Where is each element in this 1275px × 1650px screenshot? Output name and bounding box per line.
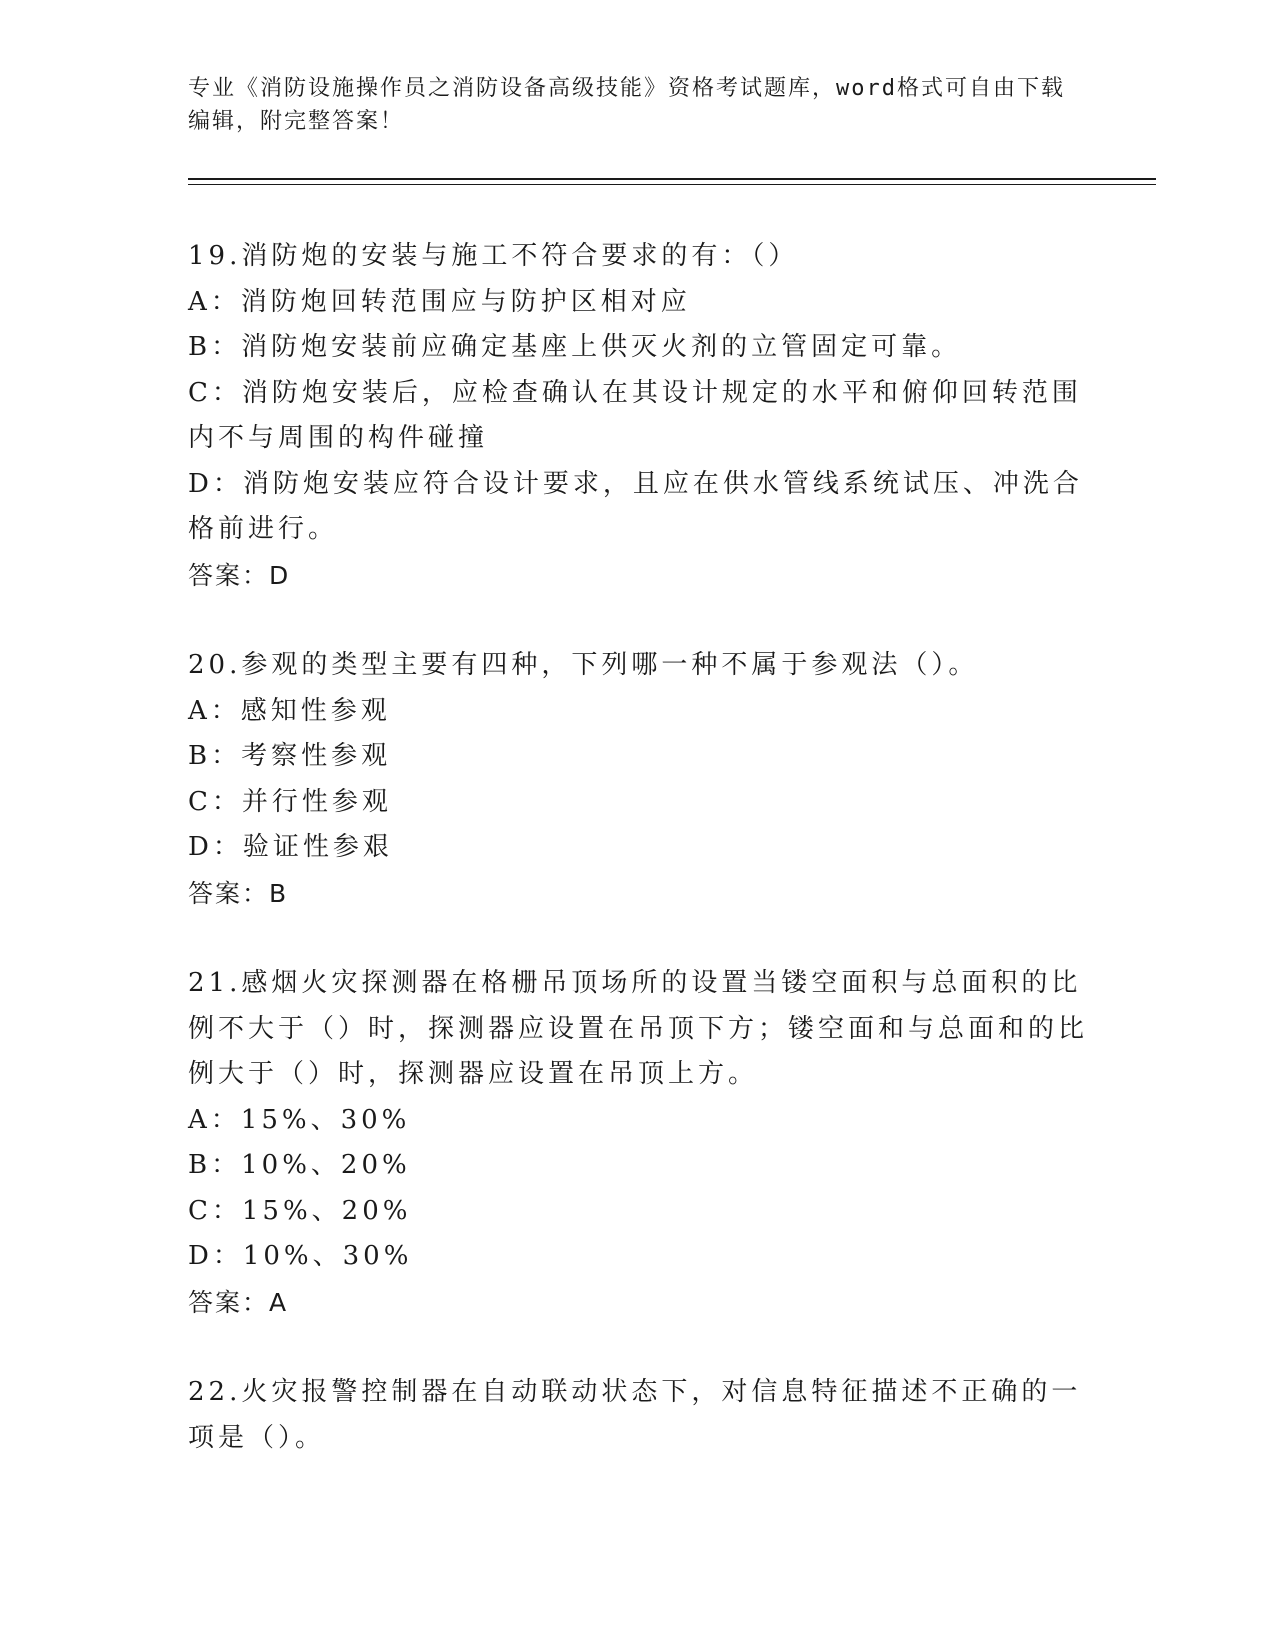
question-stem: 22.火灾报警控制器在自动联动状态下，对信息特征描述不正确的一项是（）。 <box>188 1377 1082 1453</box>
option-d: D：10%、30% <box>188 1241 413 1271</box>
answer: 答案：D <box>188 560 291 590</box>
answer: 答案：B <box>188 878 289 908</box>
option-b: B：考察性参观 <box>188 741 392 771</box>
option-b: B：消防炮安装前应确定基座上供灭火剂的立管固定可靠。 <box>188 332 962 362</box>
document-header: 专业《消防设施操作员之消防设备高级技能》资格考试题库，word格式可自由下载编辑，附完整答案！ <box>188 76 1065 134</box>
question-stem: 20.参观的类型主要有四种，下列哪一种不属于参观法（）。 <box>188 650 979 680</box>
question-19 <box>188 234 1088 598</box>
option-c: C：15%、20% <box>188 1195 412 1226</box>
question-stem: 19.消防炮的安装与施工不符合要求的有：（） <box>188 241 799 271</box>
option-a: A：感知性参观 <box>188 695 391 726</box>
question-stem: 21.感烟火灾探测器在格栅吊顶场所的设置当镂空面积与总面积的比例不大于（）时，探测器应设置在吊顶下方；镂空面和与总面和的比例大于（）时，探测器应设置在吊顶上方。 <box>188 968 1089 1089</box>
option-c: C：消防炮安装后，应检查确认在其设计规定的水平和俯仰回转范围内不与周围的构件碰撞 <box>188 377 1082 453</box>
question-21 <box>188 961 1088 1325</box>
question-20 <box>188 643 1088 916</box>
option-d: D：验证性参艰 <box>188 832 393 862</box>
answer: 答案：A <box>188 1287 289 1317</box>
question-22 <box>188 1370 1088 1461</box>
question-list <box>188 234 1088 1506</box>
option-c: C：并行性参观 <box>188 786 392 817</box>
option-b: B：10%、20% <box>188 1150 411 1180</box>
header-divider-thin <box>188 184 1156 185</box>
option-a: A：15%、30% <box>188 1104 411 1135</box>
option-d: D：消防炮安装应符合设计要求，且应在供水管线系统试压、冲洗合格前进行。 <box>188 468 1083 544</box>
option-a: A：消防炮回转范围应与防护区相对应 <box>188 286 691 317</box>
header-divider-thick <box>188 178 1156 180</box>
